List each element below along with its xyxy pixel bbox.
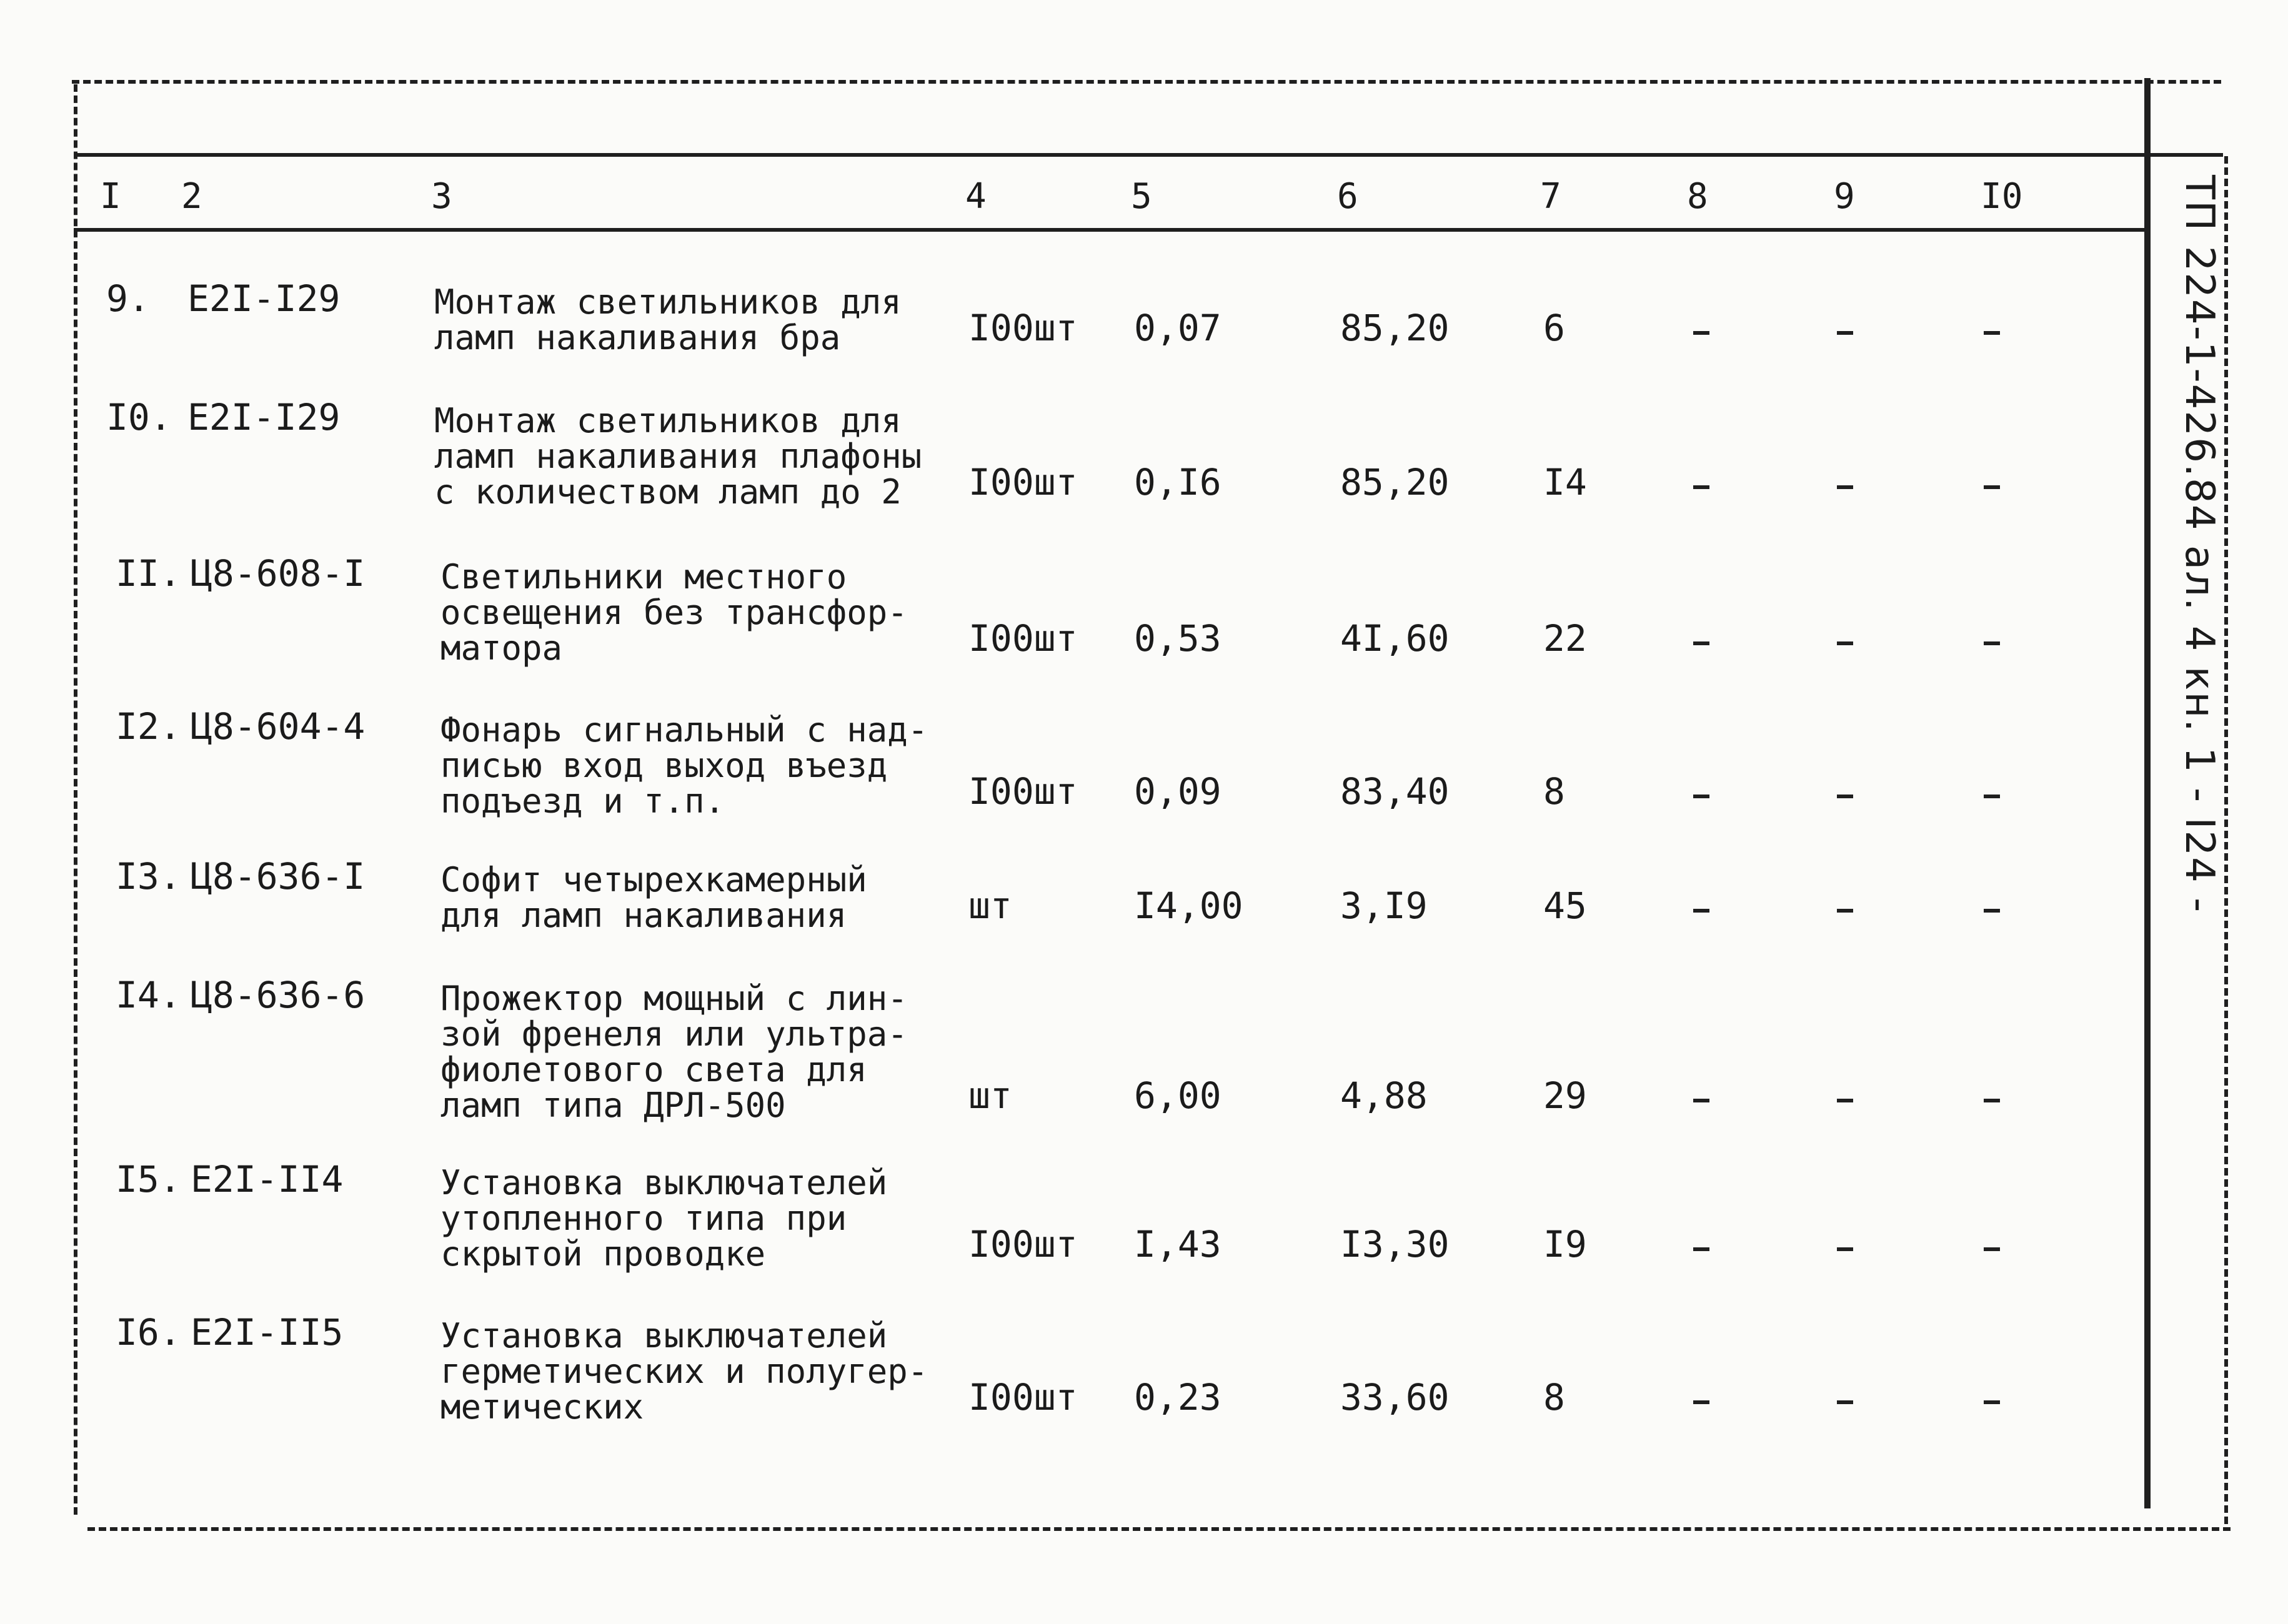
empty-cell-dash [1984,795,2000,798]
row-description-line: скрытой проводке [440,1234,766,1274]
empty-cell-dash [1837,795,1853,798]
row-number: 9. [106,277,150,320]
row-total: 8 [1543,1376,1565,1419]
row-price: 83,40 [1340,770,1450,813]
row-unit: I00шт [968,617,1078,660]
row-quantity: 0,23 [1134,1376,1221,1419]
empty-cell-dash [1984,331,2000,335]
row-description-line: утопленного типа при [440,1199,847,1238]
row-quantity: 0,53 [1134,617,1221,660]
row-code: Ц8-636-6 [191,974,366,1016]
row-description-line: Светильники местного [440,557,847,597]
column-header-4: 4 [965,176,987,217]
row-description-line: подъезд и т.п. [440,781,725,821]
row-unit: шт [968,884,1012,927]
row-number: I5. [116,1158,181,1201]
row-code: Е2I-II4 [191,1158,344,1201]
empty-cell-dash [1693,909,1709,913]
column-header-7: 7 [1540,176,1561,217]
empty-cell-dash [1984,1247,2000,1251]
row-total: I4 [1543,461,1587,503]
row-description-line: Фонарь сигнальный с над- [440,710,928,750]
column-header-3: 3 [431,176,452,217]
empty-cell-dash [1693,1400,1709,1404]
empty-cell-dash [1693,1247,1709,1251]
row-number: I3. [116,855,181,898]
empty-cell-dash [1693,331,1709,335]
row-description-line: герметических и полугер- [440,1352,928,1391]
empty-cell-dash [1984,1099,2000,1102]
row-price: 4I,60 [1340,617,1450,660]
row-total: 22 [1543,617,1587,660]
row-unit: шт [968,1074,1012,1117]
row-unit: I00шт [968,1223,1078,1265]
row-unit: I00шт [968,461,1078,503]
column-header-8: 8 [1687,176,1708,217]
row-description-line: Прожектор мощный с лин- [440,979,908,1018]
row-description-line: для ламп накаливания [440,896,847,935]
row-description-line: писью вход выход въезд [440,746,888,785]
row-code: Ц8-604-4 [191,705,366,748]
row-total: 29 [1543,1074,1587,1117]
empty-cell-dash [1837,1400,1853,1404]
row-total: 6 [1543,307,1565,349]
header-top-line [74,153,2223,157]
row-total: 45 [1543,884,1587,927]
row-price: 33,60 [1340,1376,1450,1419]
row-description-line: Установка выключателей [440,1316,888,1355]
column-header-10: I0 [1981,176,2023,217]
row-number: I4. [116,974,181,1016]
document-code-block [2156,175,2243,962]
frame-bottom-line [87,1527,2231,1531]
row-description-line: матора [440,628,563,668]
empty-cell-dash [1693,1099,1709,1102]
frame-top-line [72,80,2221,84]
empty-cell-dash [1984,485,2000,489]
row-description-line: освещения без трансфор- [440,593,908,632]
row-quantity: 0,I6 [1134,461,1221,503]
column-header-5: 5 [1131,176,1152,217]
empty-cell-dash [1693,641,1709,645]
row-code: Е2I-I29 [187,396,341,438]
empty-cell-dash [1837,1247,1853,1251]
row-unit: I00шт [968,307,1078,349]
row-description-line: Монтаж светильников для [434,282,902,322]
row-unit: I00шт [968,770,1078,813]
frame-left-line [74,84,77,1515]
row-number: II. [116,552,181,595]
row-total: 8 [1543,770,1565,813]
row-unit: I00шт [968,1376,1078,1419]
row-description-line: метических [440,1387,644,1427]
row-number: I0. [106,396,172,438]
empty-cell-dash [1837,641,1853,645]
row-quantity: 6,00 [1134,1074,1221,1117]
row-quantity: I4,00 [1134,884,1243,927]
row-quantity: 0,07 [1134,307,1221,349]
empty-cell-dash [1984,909,2000,913]
row-total: I9 [1543,1223,1587,1265]
column-header-1: I [100,176,121,217]
row-code: Е2I-I29 [187,277,341,320]
empty-cell-dash [1837,1099,1853,1102]
row-quantity: 0,09 [1134,770,1221,813]
row-description-line: Монтаж светильников для [434,401,902,440]
row-description-line: Софит четырехкамерный [440,860,867,899]
empty-cell-dash [1984,1400,2000,1404]
empty-cell-dash [1693,795,1709,798]
row-number: I6. [116,1311,181,1354]
empty-cell-dash [1837,331,1853,335]
row-price: I3,30 [1340,1223,1450,1265]
row-description-line: зой френеля или ультра- [440,1014,908,1054]
document-code: ТП 224-1-426.84 ал. 4 кн. 1 - I24 - [2176,175,2222,914]
row-price: 3,I9 [1340,884,1428,927]
row-description-line: фиолетового света для [440,1050,867,1089]
row-quantity: I,43 [1134,1223,1221,1265]
row-code: Ц8-636-I [191,855,366,898]
row-description-line: ламп типа ДРЛ-500 [440,1086,786,1125]
row-number: I2. [116,705,181,748]
empty-cell-dash [1984,641,2000,645]
row-price: 4,88 [1340,1074,1428,1117]
column-header-9: 9 [1834,176,1855,217]
empty-cell-dash [1837,485,1853,489]
empty-cell-dash [1837,909,1853,913]
header-bottom-line [74,228,2147,232]
row-description-line: ламп накаливания бра [434,318,841,357]
column-header-6: 6 [1337,176,1358,217]
row-price: 85,20 [1340,307,1450,349]
row-description-line: ламп накаливания плафоны [434,437,922,476]
frame-right-inner-line [2144,78,2151,1508]
row-code: Ц8-608-I [191,552,366,595]
column-header-2: 2 [181,176,202,217]
row-price: 85,20 [1340,461,1450,503]
empty-cell-dash [1693,485,1709,489]
row-code: Е2I-II5 [191,1311,344,1354]
row-description-line: с количеством ламп до 2 [434,472,902,512]
row-description-line: Установка выключателей [440,1163,888,1202]
